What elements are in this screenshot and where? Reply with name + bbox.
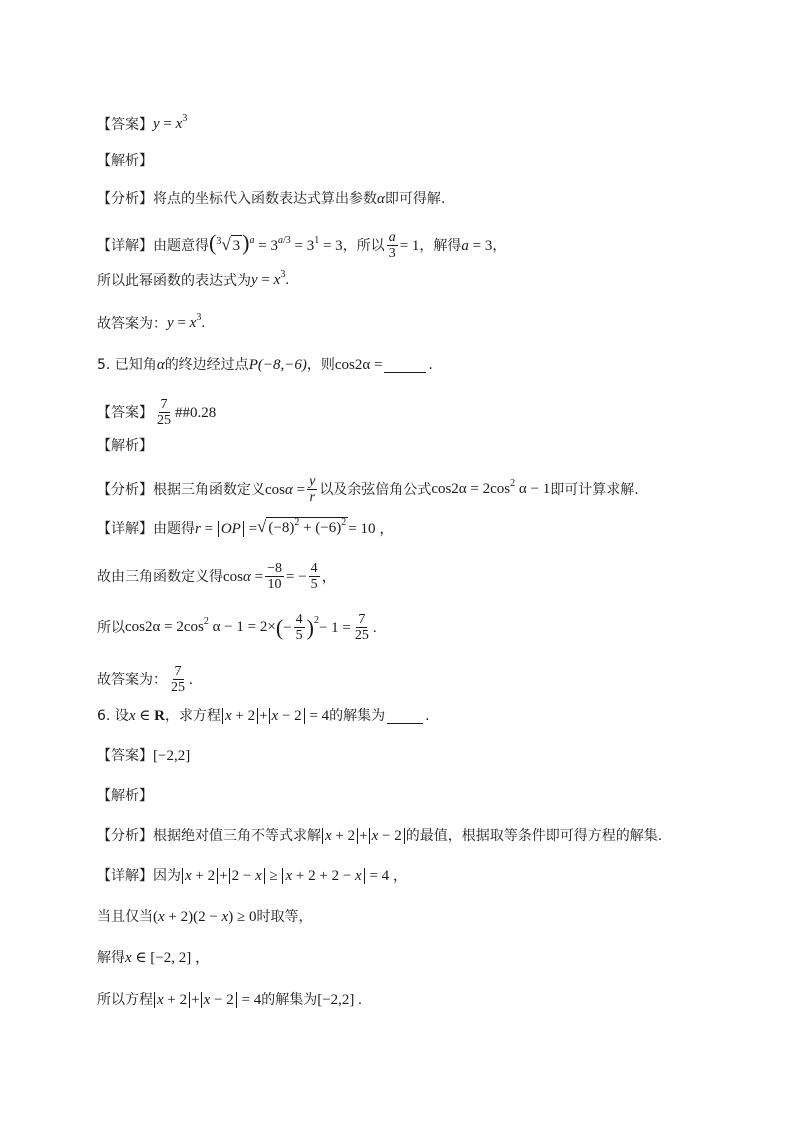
fenxi-line-5: 【分析】 根据三角函数定义 cosα = $\frac{y}{r}$ 以及余弦倍角公式 $\cos 2\alpha = 2\cos^2$ α − 1 即可计算求解. bbox=[97, 474, 639, 505]
analysis-heading-4: 【解析】 bbox=[97, 153, 153, 169]
double-angle-line-5: 所以 $\cos 2\alpha = 2\cos^2$ α − 1 = 2× ( − $\frac{4}{5}$ ) 2 − 1 = $\frac{7}{25}$ . bbox=[97, 612, 377, 643]
detail-line-5: 【详解】 由题得 r = OP = √ $(-8)^2 + (-6)^2$ = 10 ， bbox=[97, 517, 394, 540]
answer-line-4 bbox=[97, 114, 187, 136]
analysis-heading-5: 【解析】 bbox=[97, 438, 153, 454]
final-answer-4: 故答案为： $y = x^3$. bbox=[97, 312, 206, 332]
final-answer-5: 故答案为： $\frac{7}{25}$ . bbox=[97, 664, 193, 695]
question-5-stem: 5. 已知角 α 的终边经过点 P(−8,−6) ，则 cos2α = . bbox=[97, 357, 433, 373]
detail-line-4: 【详解】 由题意得 ($^3$ √ 3 )$^a = 3^{a/3} = 3^1 = 3$ ，所以 $\frac{a}{3}$ = 1 ，解得 a = 3 ， bbox=[97, 230, 507, 261]
fenxi-line-6: 【分析】 根据绝对值三角不等式求解 x + 2 + x − 2 的最值，根据取等条件即可得方程的解集. bbox=[97, 828, 663, 844]
answer-tag: 【答案】 bbox=[97, 117, 153, 133]
cos-line-5: 故由三角函数定义得 cosα = $\frac{-8}{10}$ = − $\frac{4}{5}$ ， bbox=[97, 561, 337, 592]
detail-line-6: 【详解】 因为 x + 2 + 2 − x ≥ x + 2 + 2 − x = 4 ， bbox=[97, 868, 408, 884]
question-6-stem: 6. 设 x ∈ R ，求方程 x + 2 + x − 2 = 4 的解集为 . bbox=[97, 708, 430, 724]
answer-blank bbox=[387, 709, 423, 724]
equality-line-6: 当且仅当 (x + 2)(2 − x) ≥ 0 时取等， bbox=[97, 909, 313, 925]
answer-formula: $y = x^3$ bbox=[153, 113, 188, 132]
answer-line-6: 【答案】 [−2,2] bbox=[97, 748, 191, 764]
solve-line-6: 解得 x ∈ [−2, 2] ， bbox=[97, 950, 210, 966]
answer-blank bbox=[384, 358, 426, 373]
final-answer-6: 所以方程 x + 2 + x − 2 = 4 的解集为 [−2,2] . bbox=[97, 992, 362, 1008]
conclusion-line-4: 所以此幂函数的表达式为 $y = x^3$. bbox=[97, 269, 290, 289]
fenxi-line-4: 【分析】 将点的坐标代入函数表达式算出参数 α 即可得解. bbox=[97, 191, 446, 207]
answer-line-5: 【答案】 $\frac{7}{25}$ ##0.28 bbox=[97, 397, 217, 428]
detail-math-a: ($^3$ √ 3 )$^a = 3^{a/3} = 3^1 = 3$ bbox=[209, 230, 343, 255]
analysis-heading-6: 【解析】 bbox=[97, 788, 153, 804]
